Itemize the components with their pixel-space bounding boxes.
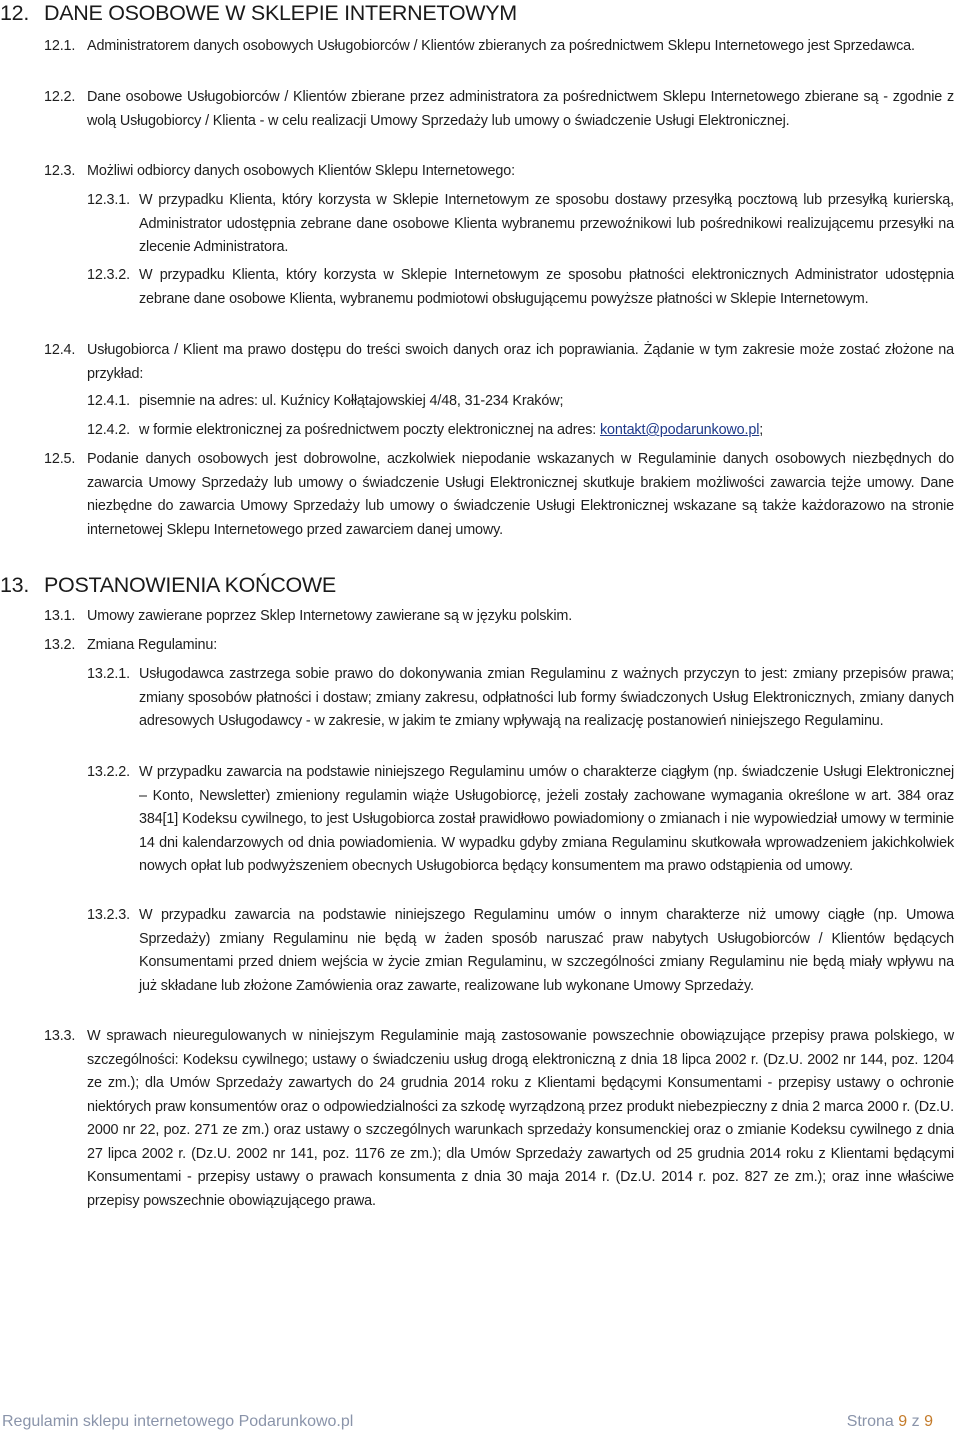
section-title: POSTANOWIENIA KOŃCOWE bbox=[44, 573, 336, 597]
paragraph-13-2 bbox=[44, 634, 954, 658]
email-link[interactable]: kontakt@podarunkowo.pl bbox=[599, 422, 760, 438]
page-of: z bbox=[911, 1413, 920, 1430]
paragraph-text: Dane osobowe Usługobiorców / Klientów zbierane przez administratora za pośrednictwem Sklepu Internetowego zbierane są - zgodnie z wolą Usługobiorcy / Klienta - w celu realizacji Umowy Sprzedaży lub umowy o świadczenie Usługi Elektronicznej. bbox=[87, 89, 954, 129]
paragraph-text: Usługodawca zastrzega sobie prawo do dokonywania zmian Regulaminu z ważnych przyczyn to jest: zmiany przepisów prawa; zmiany sposobów płatności i dostaw; zmiany zakresu, odpłatności lub formy świadczonych Usług Elektronicznych, zmiany danych adresowych Usługodawcy - w zakresie, w jakim te zmiany wpływają na realizację postanowień niniejszego Regulaminu. bbox=[139, 666, 954, 729]
paragraph-12-5 bbox=[44, 448, 954, 542]
paragraph-text: Umowy zawierane poprzez Sklep Internetowy zawierane są w języku polskim. bbox=[87, 608, 573, 624]
footer-page-indicator bbox=[847, 1412, 933, 1432]
paragraph-13-1 bbox=[44, 605, 954, 629]
paragraph-text: W przypadku zawarcia na podstawie niniejszego Regulaminu umów o charakterze ciągłym (np. świadczenie Usługi Elektronicznej – Konto, Newsletter) zmieniony regulamin wiąże Usługobiorcę, jeżeli zostały zachowane wymagania określone w art. 384 oraz 384[1] Kodeksu cywilnego, to jest Usługobiorca został prawidłowo powiadomiony o zmianach i nie wypowiedział umowy w terminie 14 dni kalendarzowych od dnia powiadomienia. W wypadku gdyby zmiana Regulaminu skutkowała wprowadzeniem jakichkolwiek nowych opłat lub podwyższeniem obecnych Usługobiorca będący konsumentem ma prawo odstąpienia od umowy. bbox=[139, 764, 954, 874]
paragraph-12-3 bbox=[44, 160, 954, 184]
paragraph-12-4 bbox=[44, 339, 954, 386]
footer-document-title: Regulamin sklepu internetowego Podarunkowo.pl bbox=[2, 1413, 354, 1430]
paragraph-number: 12.1. bbox=[44, 38, 76, 54]
paragraph-12-1 bbox=[44, 35, 954, 59]
paragraph-number: 12.5. bbox=[44, 451, 76, 467]
paragraph-number: 12.3.1. bbox=[87, 192, 130, 208]
paragraph-13-2-2 bbox=[87, 761, 954, 879]
section-13-heading bbox=[0, 572, 336, 598]
paragraph-number: 12.4.1. bbox=[87, 393, 130, 409]
paragraph-text-after-link: ; bbox=[759, 422, 764, 438]
paragraph-13-3 bbox=[44, 1025, 954, 1213]
paragraph-text: W przypadku Klienta, który korzysta w Sklepie Internetowym ze sposobu dostawy przesyłką pocztową lub przesyłką kurierską, Administrator udostępnia zebrane dane osobowe Klienta wybranemu przewoźnikowi lub pośrednikowi realizującemu przesyłki na zlecenie Administratora. bbox=[139, 192, 954, 255]
paragraph-text: Podanie danych osobowych jest dobrowolne, aczkolwiek niepodanie wskazanych w Regulaminie danych osobowych niezbędnych do zawarcia Umowy Sprzedaży lub umowy o świadczenie Usługi Elektronicznej skutkuje brakiem możliwości zawarcia tejże umowy. Dane niezbędne do zawarcia Umowy Sprzedaży lub umowy o świadczenie Usługi Elektronicznej wskazane są także każdorazowo na stronie internetowej Sklepu Internetowego przed zawarciem danej umowy. bbox=[87, 451, 954, 538]
paragraph-number: 12.3. bbox=[44, 163, 76, 179]
section-title: DANE OSOBOWE W SKLEPIE INTERNETOWYM bbox=[44, 1, 517, 25]
paragraph-text: Możliwi odbiorcy danych osobowych Klientów Sklepu Internetowego: bbox=[87, 163, 515, 179]
paragraph-text: pisemnie na adres: ul. Kuźnicy Kołłątajowskiej 4/48, 31-234 Kraków; bbox=[139, 393, 564, 409]
paragraph-number: 12.4. bbox=[44, 342, 76, 358]
paragraph-12-3-1 bbox=[87, 189, 954, 260]
paragraph-text: Usługobiorca / Klient ma prawo dostępu do treści swoich danych oraz ich poprawiania. Żądanie w tym zakresie może zostać złożone na przykład: bbox=[87, 342, 954, 382]
section-12-heading bbox=[0, 0, 517, 26]
paragraph-12-4-2 bbox=[87, 419, 954, 443]
paragraph-number: 13.2.1. bbox=[87, 666, 130, 682]
paragraph-number: 13.2. bbox=[44, 637, 76, 653]
paragraph-text: Zmiana Regulaminu: bbox=[87, 637, 218, 653]
section-number: 12. bbox=[0, 1, 29, 25]
paragraph-13-2-3 bbox=[87, 904, 954, 998]
paragraph-13-2-1 bbox=[87, 663, 954, 734]
section-number: 13. bbox=[0, 573, 29, 597]
page-total: 9 bbox=[924, 1413, 933, 1430]
paragraph-number: 13.2.3. bbox=[87, 907, 130, 923]
page-current: 9 bbox=[898, 1413, 908, 1430]
paragraph-number: 13.3. bbox=[44, 1028, 76, 1044]
paragraph-text: W przypadku zawarcia na podstawie niniejszego Regulaminu umów o innym charakterze niż umowy ciągłe (np. Umowa Sprzedaży) zmiany Regulaminu nie będą w żaden sposób naruszać praw nabytych Usługobiorców / Klientów będących Konsumentami przed dniem wejścia w życie zmian Regulaminu, w szczególności zmiany Regulaminu nie będą miały wpływu na już składane lub złożone Zamówienia oraz zawarte, realizowane lub wykonane Umowy Sprzedaży. bbox=[139, 907, 954, 994]
paragraph-text bbox=[139, 419, 954, 443]
paragraph-text: Administratorem danych osobowych Usługobiorców / Klientów zbieranych za pośrednictwem Sklepu Internetowego jest Sprzedawca. bbox=[87, 38, 915, 54]
paragraph-number: 12.3.2. bbox=[87, 267, 130, 283]
paragraph-text: W sprawach nieuregulowanych w niniejszym Regulaminie mają zastosowanie powszechnie obowiązujące przepisy prawa polskiego, w szczególności: Kodeksu cywilnego; ustawy o świadczeniu usług drogą elektroniczną z dnia 18 lipca 2002 r. (Dz.U. 2002 nr 144, poz. 1204 ze zm.); dla Umów Sprzedaży zawartych do 24 grudnia 2014 roku z Klientami będącymi Konsumentami - przepisy ustawy o ochronie niektórych praw konsumentów oraz o odpowiedzialności za szkodę wyrządzoną przez produkt niebezpieczny z dnia 2 marca 2000 r. (Dz.U. 2000 nr 22, poz. 271 ze zm.) oraz ustawy o szczególnych warunkach sprzedaży konsumenckiej oraz o zmianie Kodeksu cywilnego z dnia 27 lipca 2002 r. (Dz.U. 2002 nr 141, poz. 1176 ze zm.); dla Umów Sprzedaży zawartych od 25 grudnia 2014 roku z Klientami będącymi Konsumentami - przepisy ustawy o prawach konsumenta z dnia 30 maja 2014 r. (Dz.U. 2014 r. poz. 827 ze zm.); oraz inne właściwe przepisy powszechnie obowiązującego prawa. bbox=[87, 1028, 954, 1209]
paragraph-12-4-1 bbox=[87, 390, 954, 414]
paragraph-number: 12.2. bbox=[44, 89, 76, 105]
paragraph-number: 13.2.2. bbox=[87, 764, 130, 780]
paragraph-number: 13.1. bbox=[44, 608, 76, 624]
paragraph-text: W przypadku Klienta, który korzysta w Sklepie Internetowym ze sposobu płatności elektronicznych Administrator udostępnia zebrane dane osobowe Klienta, wybranemu podmiotowi obsługującemu powyższe płatności w Sklepie Internetowym. bbox=[139, 267, 954, 307]
paragraph-12-2 bbox=[44, 86, 954, 133]
page-label: Strona bbox=[846, 1413, 894, 1430]
paragraph-12-3-2 bbox=[87, 264, 954, 311]
paragraph-text-before-link: w formie elektronicznej za pośrednictwem poczty elektronicznej na adres: bbox=[139, 422, 600, 438]
paragraph-number: 12.4.2. bbox=[87, 422, 130, 438]
